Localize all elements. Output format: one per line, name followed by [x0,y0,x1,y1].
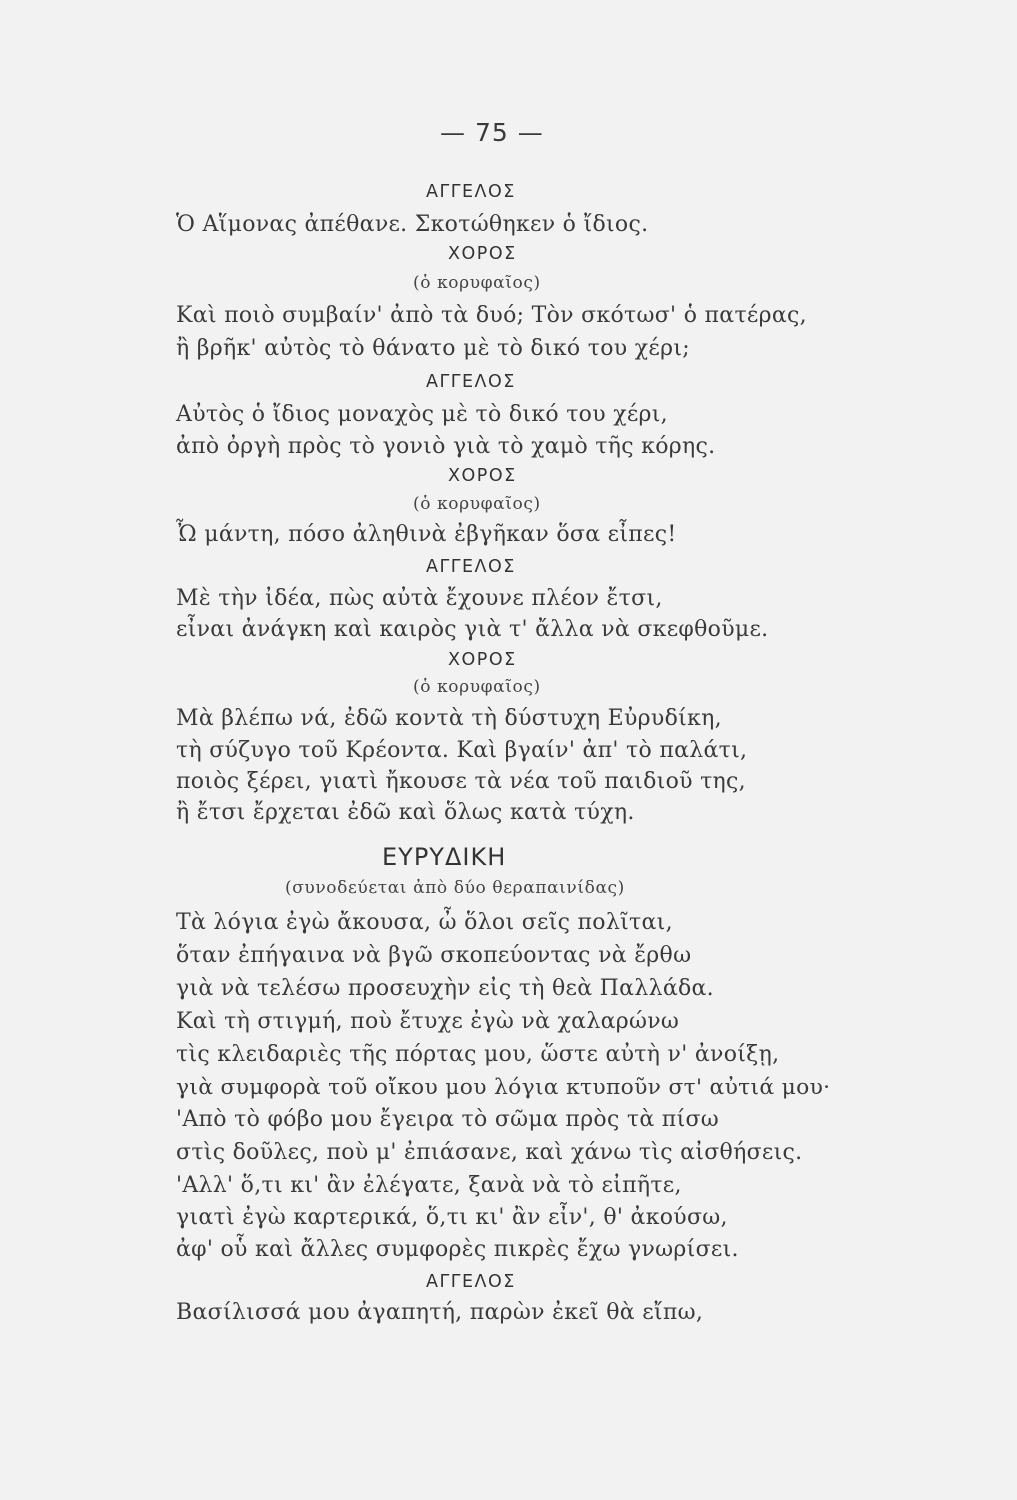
verse-line: γιατὶ ἐγὼ καρτερικά, ὅ,τι κι' ἂν εἶν', θ' ἀκούσω, [176,1205,728,1230]
speaker-name: ΧΟΡΟΣ [448,466,517,486]
verse-line: Καὶ ποιὸ συμβαίν' ἀπὸ τὰ δυό; Τὸν σκότωσ' ὁ πατέρας, [176,303,807,328]
speaker-name: ΧΟΡΟΣ [448,244,517,264]
verse-line: ποιὸς ξέρει, γιατὶ ἤκουσε τὰ νέα τοῦ παιδιοῦ της, [176,769,746,794]
verse-line: στὶς δοῦλες, ποὺ μ' ἐπιάσανε, καὶ χάνω τὶς αἰσθήσεις. [176,1140,803,1165]
verse-line: Τὰ λόγια ἐγὼ ἄκουσα, ὦ ὅλοι σεῖς πολῖται, [176,910,673,935]
verse-line: 'Αλλ' ὅ,τι κι' ἂν ἐλέγατε, ξανὰ νὰ τὸ εἰπῆτε, [176,1173,682,1198]
verse-line: τὶς κλειδαριὲς τῆς πόρτας μου, ὥστε αὐτὴ ν' ἀνοίξῃ, [176,1042,780,1067]
verse-line: ἢ ἔτσι ἔρχεται ἐδῶ καὶ ὅλως κατὰ τύχη. [176,800,635,825]
verse-line: Ὦ μάντη, πόσο ἀληθινὰ ἐβγῆκαν ὅσα εἶπες! [176,522,677,547]
verse-line: τὴ σύζυγο τοῦ Κρέοντα. Καὶ βγαίν' ἀπ' τὸ παλάτι, [176,738,748,763]
speaker-name: ΑΓΓΕΛΟΣ [426,1272,516,1292]
speaker-name: ΕΥΡΥΔΙΚΗ [382,843,507,871]
speaker-name: ΑΓΓΕΛΟΣ [426,372,516,392]
verse-line: Ὁ Αἵμονας ἀπέθανε. Σκοτώθηκεν ὁ ἴδιος. [176,212,649,237]
verse-line: ὅταν ἐπήγαινα νὰ βγῶ σκοπεύοντας νὰ ἔρθω [176,943,692,968]
verse-line: εἶναι ἀνάγκη καὶ καιρὸς γιὰ τ' ἄλλα νὰ σκεφθοῦμε. [176,617,769,642]
verse-line: Αὐτὸς ὁ ἴδιος μοναχὸς μὲ τὸ δικό του χέρι, [176,402,668,427]
verse-line: Μὰ βλέπω νά, ἐδῶ κοντὰ τὴ δύστυχη Εὐρυδίκη, [176,706,722,731]
stage-direction: (ὁ κορυφαῖος) [413,677,541,697]
verse-line: Μὲ τὴν ἰδέα, πὼς αὐτὰ ἔχουνε πλέον ἔτσι, [176,586,663,611]
speaker-name: ΧΟΡΟΣ [448,650,517,670]
speaker-name: ΑΓΓΕΛΟΣ [426,557,516,577]
verse-line: ἀπὸ ὀργὴ πρὸς τὸ γονιὸ γιὰ τὸ χαμὸ τῆς κόρης. [176,434,716,459]
stage-direction: (ὁ κορυφαῖος) [413,494,541,514]
stage-direction: (ὁ κορυφαῖος) [413,273,541,293]
speaker-name: ΑΓΓΕΛΟΣ [426,182,516,202]
verse-line: 'Απὸ τὸ φόβο μου ἔγειρα τὸ σῶμα πρὸς τὰ πίσω [176,1107,720,1132]
verse-line: Βασίλισσά μου ἀγαπητή, παρὼν ἐκεῖ θὰ εἴπω, [176,1300,704,1325]
page-number: — 75 — [440,118,544,147]
verse-line: ἀφ' οὗ καὶ ἄλλες συμφορὲς πικρὲς ἔχω γνωρίσει. [176,1237,739,1262]
verse-line: Καὶ τὴ στιγμή, ποὺ ἔτυχε ἐγὼ νὰ χαλαρώνω [176,1009,680,1034]
verse-line: γιὰ νὰ τελέσω προσευχὴν εἰς τὴ θεὰ Παλλάδα. [176,976,714,1001]
stage-direction: (συνοδεύεται ἀπὸ δύο θεραπαινίδας) [285,878,625,898]
verse-line: γιὰ συμφορὰ τοῦ οἴκου μου λόγια κτυποῦν στ' αὐτιά μου· [176,1075,831,1100]
verse-line: ἢ βρῆκ' αὐτὸς τὸ θάνατο μὲ τὸ δικό του χέρι; [176,336,690,361]
